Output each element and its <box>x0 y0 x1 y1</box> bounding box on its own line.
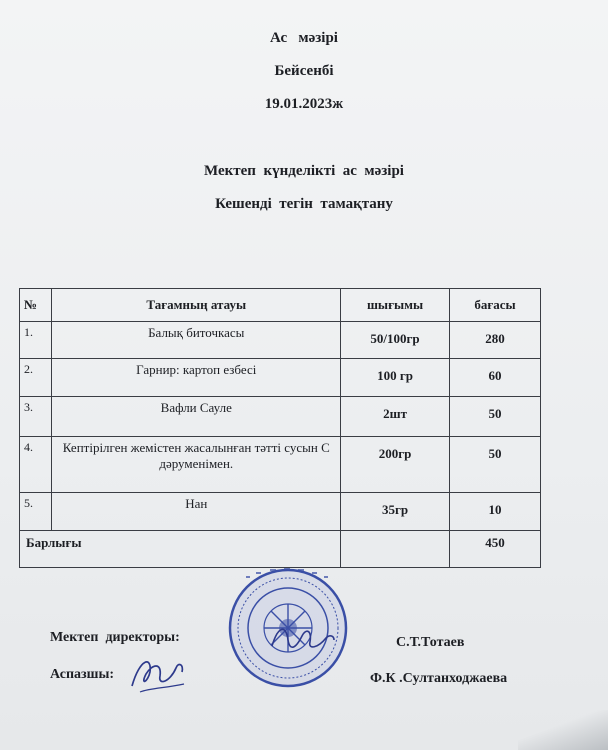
row-price: 280 <box>449 322 540 359</box>
header-num: № <box>20 289 52 322</box>
table-row <box>20 437 541 493</box>
row-output: 200гр <box>341 437 450 493</box>
row-name: Гарнир: картоп езбесі <box>52 359 341 397</box>
table-row <box>20 493 541 531</box>
table-total-row <box>20 531 541 568</box>
cook-name: Ф.К .Султанходжаева <box>370 671 508 686</box>
row-name: Нан <box>52 493 341 531</box>
row-num: 3. <box>20 397 52 437</box>
director-label: Мектеп директоры: <box>50 630 180 645</box>
row-price: 50 <box>449 397 540 437</box>
row-num: 2. <box>20 359 52 397</box>
table-row <box>20 397 541 437</box>
row-name: Кептірілген жемістен жасалынған тәтті сусын С дәруменімен. <box>52 437 341 493</box>
table-row <box>20 359 541 397</box>
row-output: 35гр <box>341 493 450 531</box>
total-price: 450 <box>449 531 540 568</box>
table-row <box>20 322 541 359</box>
row-price: 60 <box>449 359 540 397</box>
menu-subtitle-2: Кешенді тегін тамақтану <box>215 196 393 212</box>
table-header-row <box>20 289 541 322</box>
header-price: бағасы <box>449 289 540 322</box>
row-num: 5. <box>20 493 52 531</box>
row-price: 50 <box>449 437 540 493</box>
row-num: 1. <box>20 322 52 359</box>
menu-date: 19.01.2023ж <box>264 96 344 112</box>
header-output: шығымы <box>341 289 450 322</box>
row-name: Вафли Сауле <box>52 397 341 437</box>
row-output: 100 гр <box>341 359 450 397</box>
total-label: Барлығы <box>20 531 341 568</box>
row-output: 2шт <box>341 397 450 437</box>
day-of-week: Бейсенбі <box>274 63 334 79</box>
menu-title: Ас мәзірі <box>270 30 338 46</box>
menu-table <box>19 288 541 568</box>
total-output <box>341 531 450 568</box>
cook-label: Аспазшы: <box>50 667 115 682</box>
row-price: 10 <box>449 493 540 531</box>
row-name: Балық биточкасы <box>52 322 341 359</box>
director-name: С.Т.Тотаев <box>396 635 465 650</box>
menu-subtitle-1: Мектеп күнделікті ас мәзірі <box>204 163 404 179</box>
row-output: 50/100гр <box>341 322 450 359</box>
row-num: 4. <box>20 437 52 493</box>
director-signature-icon <box>268 618 338 658</box>
header-name: Тағамның атауы <box>52 289 341 322</box>
cook-signature-icon <box>126 652 188 696</box>
